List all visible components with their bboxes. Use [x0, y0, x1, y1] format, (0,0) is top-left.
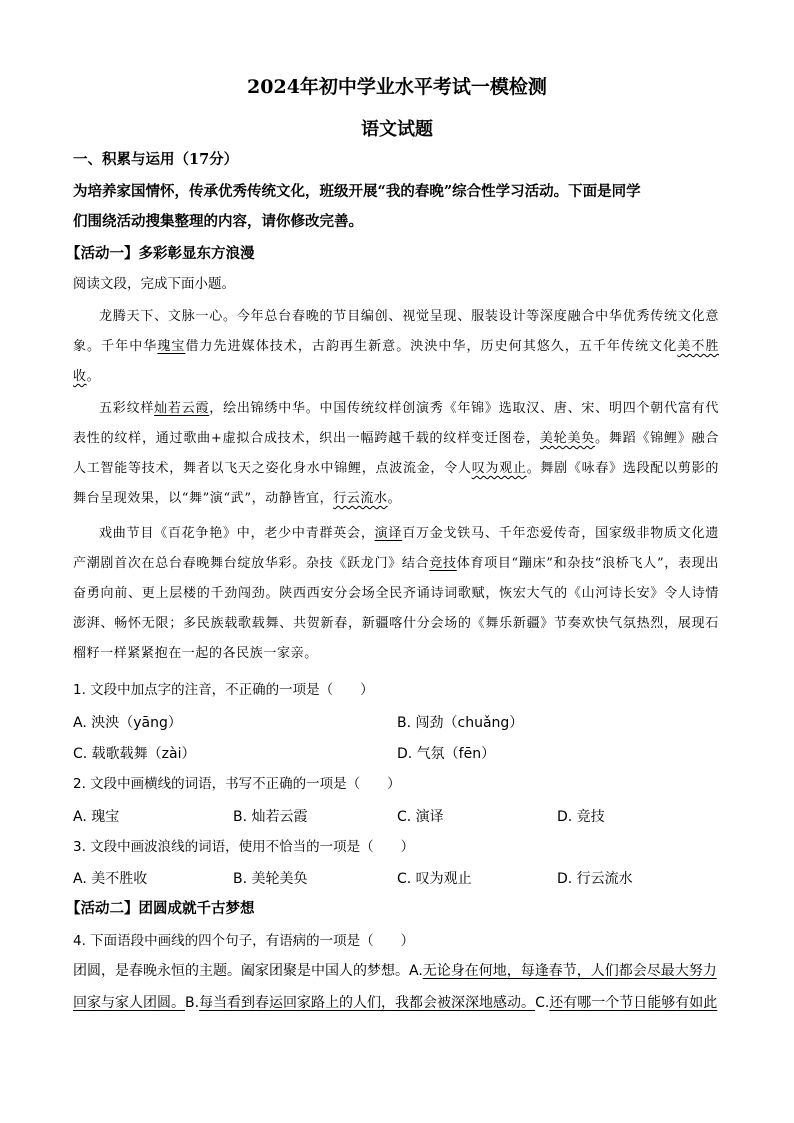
q2-option-a[interactable]: A. 瑰宝 [73, 809, 120, 825]
q1-option-d[interactable]: D. 气氛（fēn） [397, 746, 496, 762]
section-heading: 一、积累与运用（17分） [73, 151, 239, 168]
passage-paragraph-2: 五彩纹样灿若云霞，绘出锦绣中华。中国传统纹样创演秀《年锦》选取汉、唐、宋、明四个朝代富有代表性的纹样，通过歌曲+虚拟合成技术，织出一幅跨越千载的纹样变迁图卷，美轮美奂。舞蹈《锦鲤》融合人工智能等技术，舞者以飞天之姿化身水中锦鲤，点波流金，令人叹为观止。舞剧《咏春》选段配以剪影的舞台呈现效果，以“舞”演“武”，动静皆宜，行云流水。 [73, 401, 720, 506]
q4-passage-line-1: 团圆，是春晚永恒的主题。阖家团聚是中国人的梦想。A.无论身在何地，每逢春节，人们都会尽最大努力 [73, 963, 717, 979]
q2-option-b[interactable]: B. 灿若云霞 [233, 809, 308, 825]
q3-option-a[interactable]: A. 美不胜收 [73, 871, 148, 887]
q1-option-c[interactable]: C. 载歌载舞（zài） [73, 746, 196, 762]
underlined-word: 竞技 [429, 556, 457, 571]
underlined-sentence: 回家与家人团圆。 [73, 995, 185, 1011]
underlined-sentence: 无论身在何地，每逢春节，人们都会尽最大努力 [422, 963, 717, 979]
question-2-stem: 2. 文段中画横线的词语，书写不正确的一项是（ ） [73, 776, 401, 792]
intro-line-2: 们围绕活动搜集整理的内容，请你修改完善。 [73, 213, 363, 230]
activity-1-heading: 【活动一】多彩彰显东方浪漫 [66, 245, 255, 262]
passage-paragraph-1: 龙腾天下、文脉一心。今年总台春晚的节目编创、视觉呈现、服装设计等深度融合中华优秀传统文化意象。千年中华瑰宝借力先进媒体技术，古韵再生新意。泱泱中华，历史何其悠久，五千年传统文化美不胜收。 [73, 309, 719, 384]
q4-passage-line-2: 回家与家人团圆。B.每当看到春运回家路上的人们，我都会被深深地感动。C.还有哪一个节日能够有如此 [73, 995, 718, 1011]
underlined-word: 灿若云霞 [154, 401, 210, 416]
wavy-underlined-word: 行云流水 [333, 491, 388, 506]
q1-option-b[interactable]: B. 闯劲（chuǎng） [397, 715, 524, 731]
q2-option-d[interactable]: D. 竞技 [557, 809, 605, 825]
underlined-sentence: 还有哪一个节日能够有如此 [549, 995, 718, 1011]
wavy-underlined-word: 美不胜收 [73, 339, 719, 384]
wavy-underlined-word: 美轮美奂 [539, 431, 596, 446]
passage-paragraph-3: 戏曲节目《百花争艳》中，老少中青群英会，演译百万金戈铁马、千年恋爱传奇，国家级非物质文化遗产潮剧首次在总台春晚舞台绽放华彩。杂技《跃龙门》结合竞技体育项目“蹦床”和杂技“浪桥飞人”，表现出奋勇向前、更上层楼的千劲闯劲。陕西西安分会场全民齐诵诗词歌赋，恢宏大气的《山河诗长安》令人诗情澎湃、畅怀无限；多民族载歌载舞、共贺新春，新疆喀什分会场的《舞乐新疆》节奏欢快气氛热烈，展现石榴籽一样紧紧抱在一起的各民族一家亲。 [73, 526, 720, 661]
question-3-stem: 3. 文段中画波浪线的词语，使用不恰当的一项是（ ） [73, 839, 415, 855]
underlined-sentence: 每当看到春运回家路上的人们，我都会被深深地感动。 [199, 995, 536, 1011]
exam-title: 2024年初中学业水平考试一模检测 [247, 76, 547, 98]
q3-option-b[interactable]: B. 美轮美奂 [233, 871, 308, 887]
question-1-stem: 1. 文段中加点字的注音，不正确的一项是（ ） [73, 682, 374, 698]
q3-option-c[interactable]: C. 叹为观止 [397, 871, 472, 887]
wavy-underlined-word: 叹为观止 [471, 461, 527, 476]
reading-prompt: 阅读文段，完成下面小题。 [73, 276, 235, 292]
underlined-word: 演译 [374, 526, 403, 541]
activity-2-heading: 【活动二】团圆成就千古梦想 [66, 900, 255, 917]
exam-subtitle: 语文试题 [361, 119, 433, 140]
underlined-word: 瑰宝 [157, 339, 186, 354]
q2-option-c[interactable]: C. 演译 [397, 809, 444, 825]
q3-option-d[interactable]: D. 行云流水 [557, 871, 633, 887]
question-4-stem: 4. 下面语段中画线的四个句子，有语病的一项是（ ） [73, 933, 415, 949]
intro-line-1: 为培养家国情怀，传承优秀传统文化，班级开展“我的春晚”综合性学习活动。下面是同学 [73, 183, 641, 200]
q1-option-a[interactable]: A. 泱泱（yāng） [73, 715, 182, 731]
